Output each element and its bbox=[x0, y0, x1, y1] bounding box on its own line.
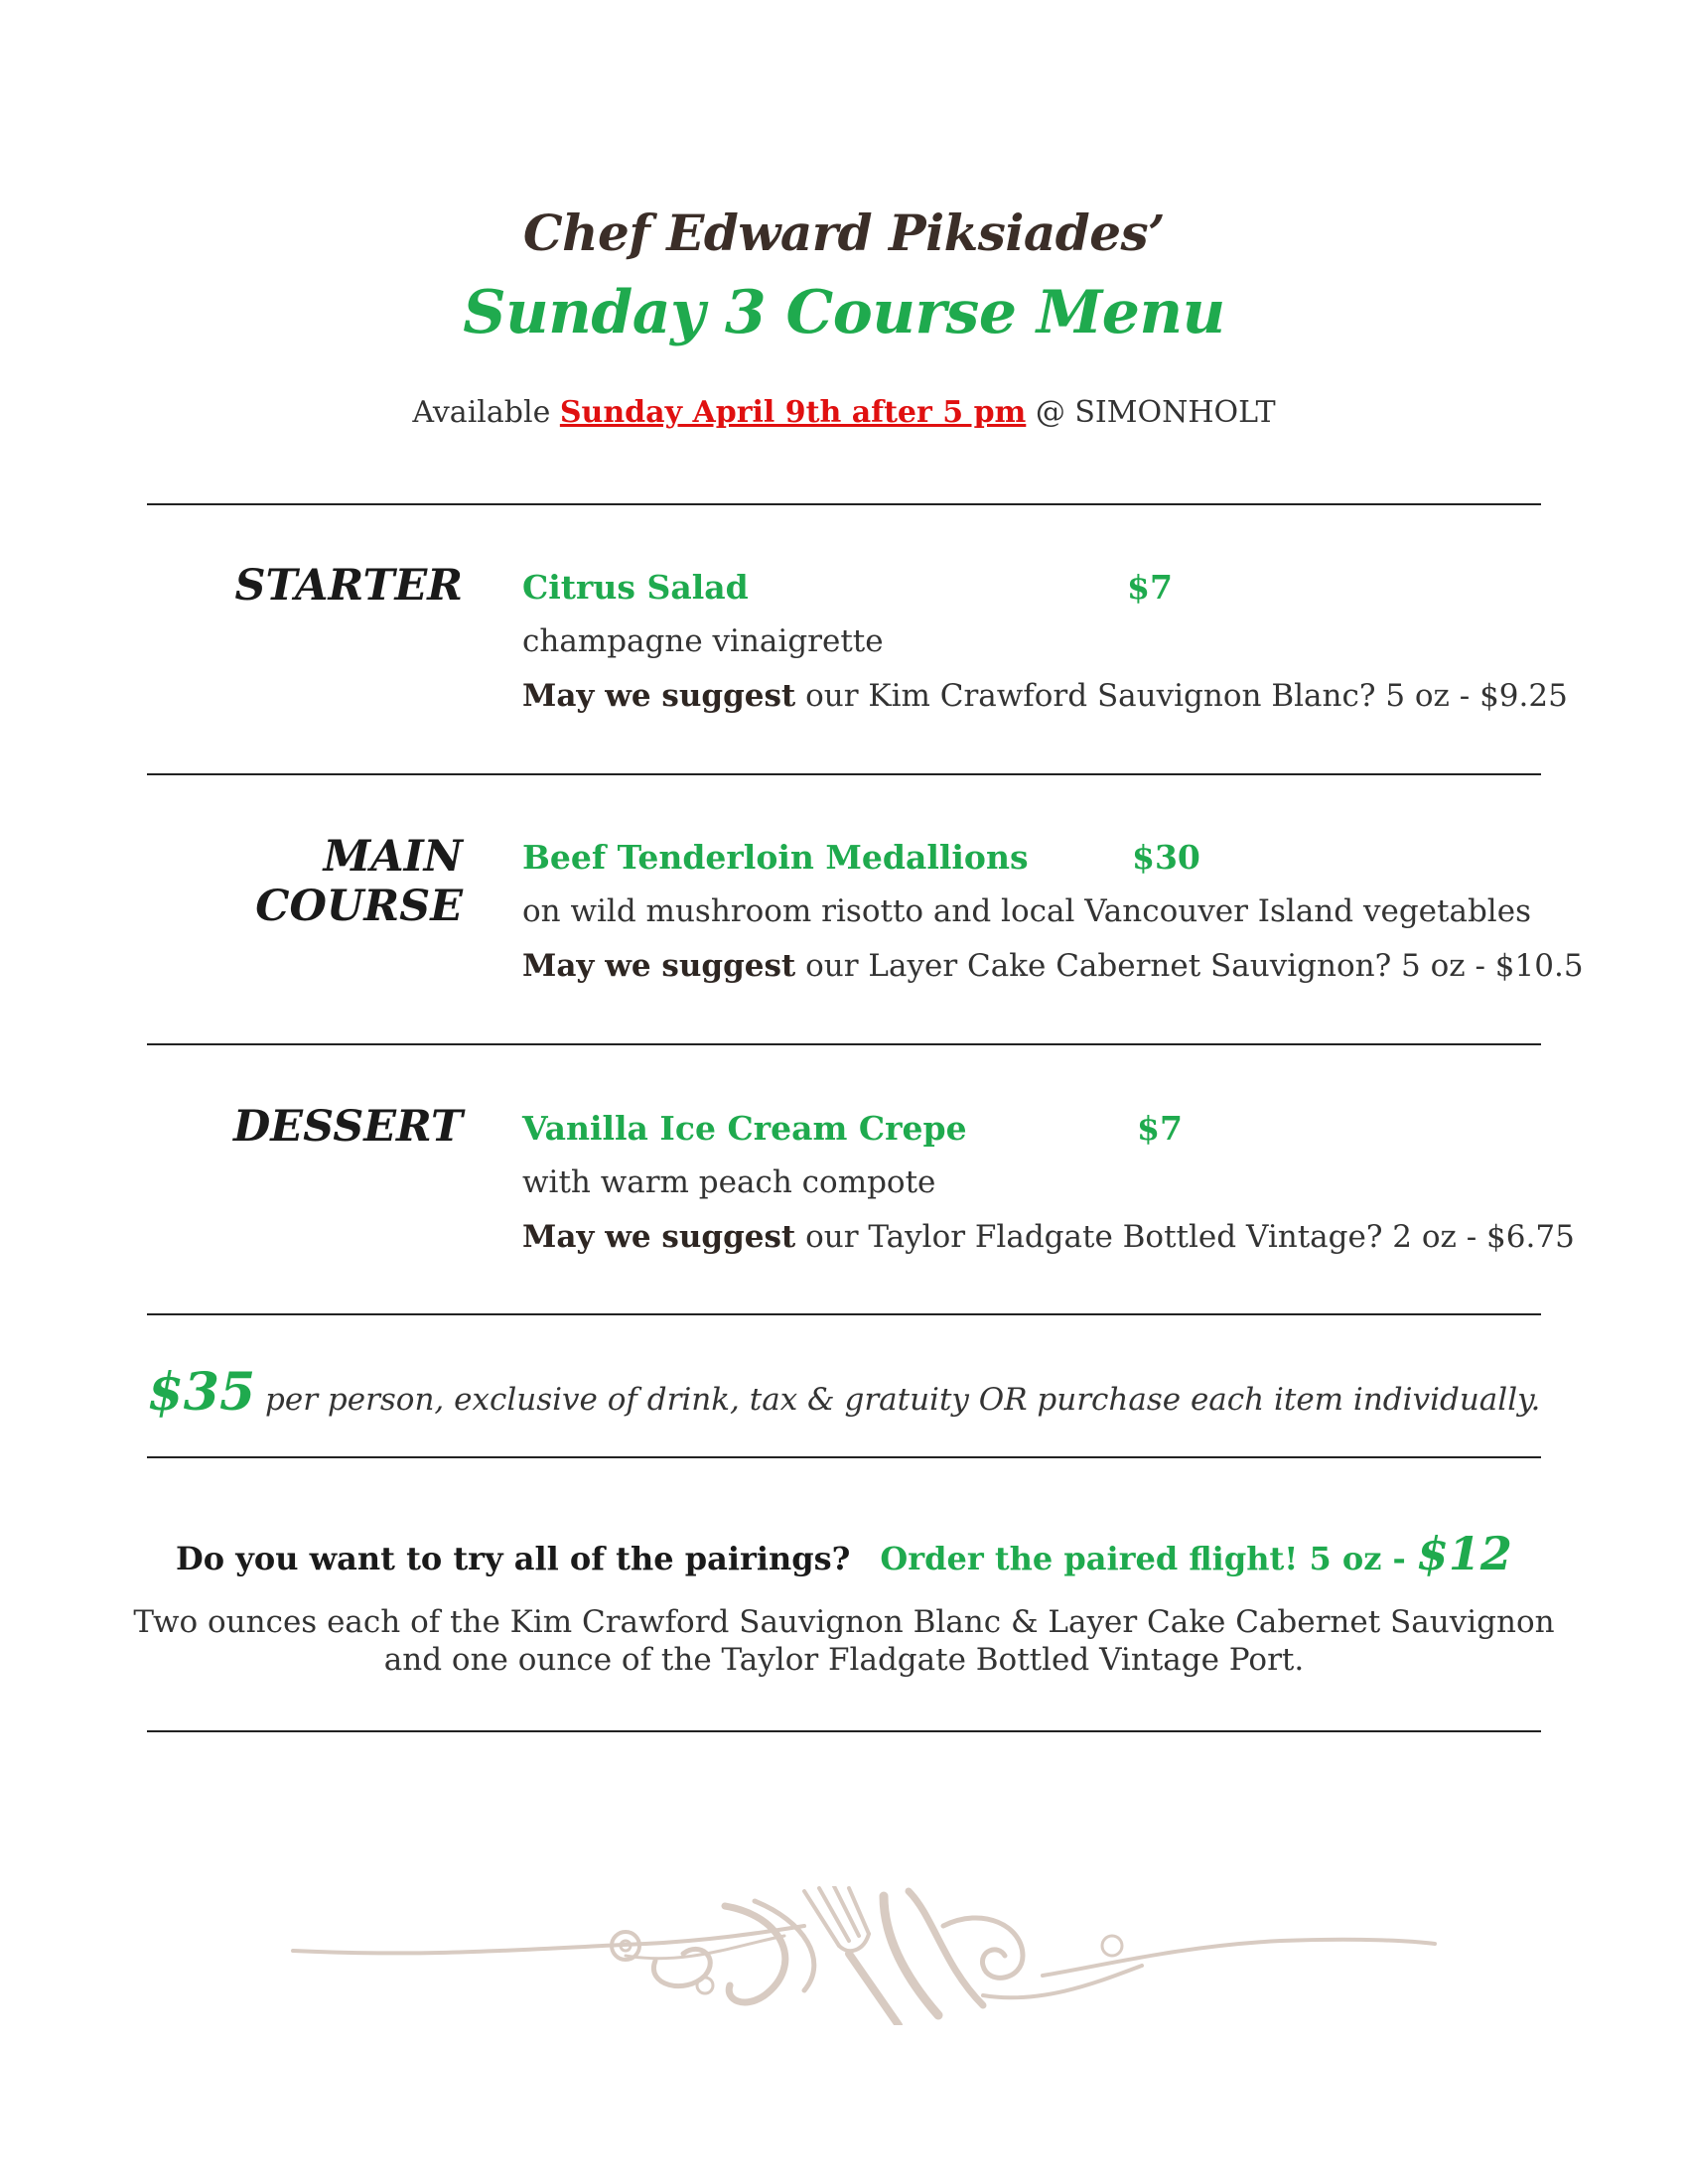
divider bbox=[147, 773, 1541, 775]
menu-title: Sunday 3 Course Menu bbox=[463, 278, 1225, 347]
divider bbox=[147, 1043, 1541, 1045]
wine-suggestion-main bbox=[522, 948, 1584, 984]
suggest-label: May we suggest bbox=[522, 948, 796, 984]
divider bbox=[147, 503, 1541, 505]
dish-price-dessert: $7 bbox=[1137, 1109, 1183, 1148]
wine-suggestion-starter bbox=[522, 678, 1568, 714]
availability-date: Sunday April 9th after 5 pm bbox=[559, 395, 1027, 430]
divider bbox=[147, 1313, 1541, 1315]
dish-description-dessert: with warm peach compote bbox=[522, 1164, 936, 1200]
suggest-text: our Taylor Fladgate Bottled Vintage? 2 oz - $6.75 bbox=[795, 1219, 1575, 1255]
pairing-question: Do you want to try all of the pairings? bbox=[176, 1540, 851, 1577]
course-label-main bbox=[145, 832, 463, 931]
course-label-dessert: DESSERT bbox=[233, 1102, 463, 1152]
suggest-label: May we suggest bbox=[522, 678, 796, 714]
availability-line bbox=[0, 395, 1688, 430]
pairing-description-line1: Two ounces each of the Kim Crawford Sauvignon Blanc & Layer Cake Cabernet Sauvignon bbox=[133, 1604, 1555, 1640]
pairing-description-line2: and one ounce of the Taylor Fladgate Bottled Vintage Port. bbox=[383, 1642, 1305, 1678]
suggest-label: May we suggest bbox=[522, 1219, 796, 1255]
dish-price-main: $30 bbox=[1132, 838, 1200, 877]
course-label-starter: STARTER bbox=[234, 561, 463, 611]
suggest-text: our Kim Crawford Sauvignon Blanc? 5 oz - $9.25 bbox=[795, 678, 1568, 714]
divider bbox=[147, 1730, 1541, 1732]
dish-description-main: on wild mushroom risotto and local Vancouver Island vegetables bbox=[522, 893, 1531, 929]
pairing-offer: Order the paired flight! 5 oz - bbox=[880, 1540, 1417, 1577]
set-price-terms: per person, exclusive of drink, tax & gratuity OR purchase each item individually. bbox=[255, 1382, 1541, 1418]
suggest-text: our Layer Cake Cabernet Sauvignon? 5 oz - $10.5 bbox=[795, 948, 1584, 984]
dish-name-starter: Citrus Salad bbox=[522, 568, 749, 607]
course-label-main-line2: COURSE bbox=[255, 882, 463, 931]
dish-price-starter: $7 bbox=[1127, 568, 1173, 607]
dish-description-starter: champagne vinaigrette bbox=[522, 623, 884, 659]
pairing-description bbox=[0, 1603, 1688, 1679]
availability-venue: @ SIMONHOLT bbox=[1026, 395, 1276, 430]
divider bbox=[147, 1456, 1541, 1458]
fork-flourish-icon bbox=[288, 1886, 1440, 2025]
set-price: $35 bbox=[147, 1362, 256, 1423]
course-label-main-line1: MAIN bbox=[323, 832, 463, 882]
set-price-line bbox=[0, 1362, 1688, 1423]
pairing-line bbox=[0, 1527, 1688, 1580]
dish-name-dessert: Vanilla Ice Cream Crepe bbox=[522, 1109, 967, 1148]
dish-name-main: Beef Tenderloin Medallions bbox=[522, 838, 1029, 877]
chef-name: Chef Edward Piksiades’ bbox=[522, 204, 1166, 262]
availability-prefix: Available bbox=[412, 395, 560, 430]
wine-suggestion-dessert bbox=[522, 1219, 1575, 1255]
pairing-price: $12 bbox=[1416, 1527, 1512, 1580]
